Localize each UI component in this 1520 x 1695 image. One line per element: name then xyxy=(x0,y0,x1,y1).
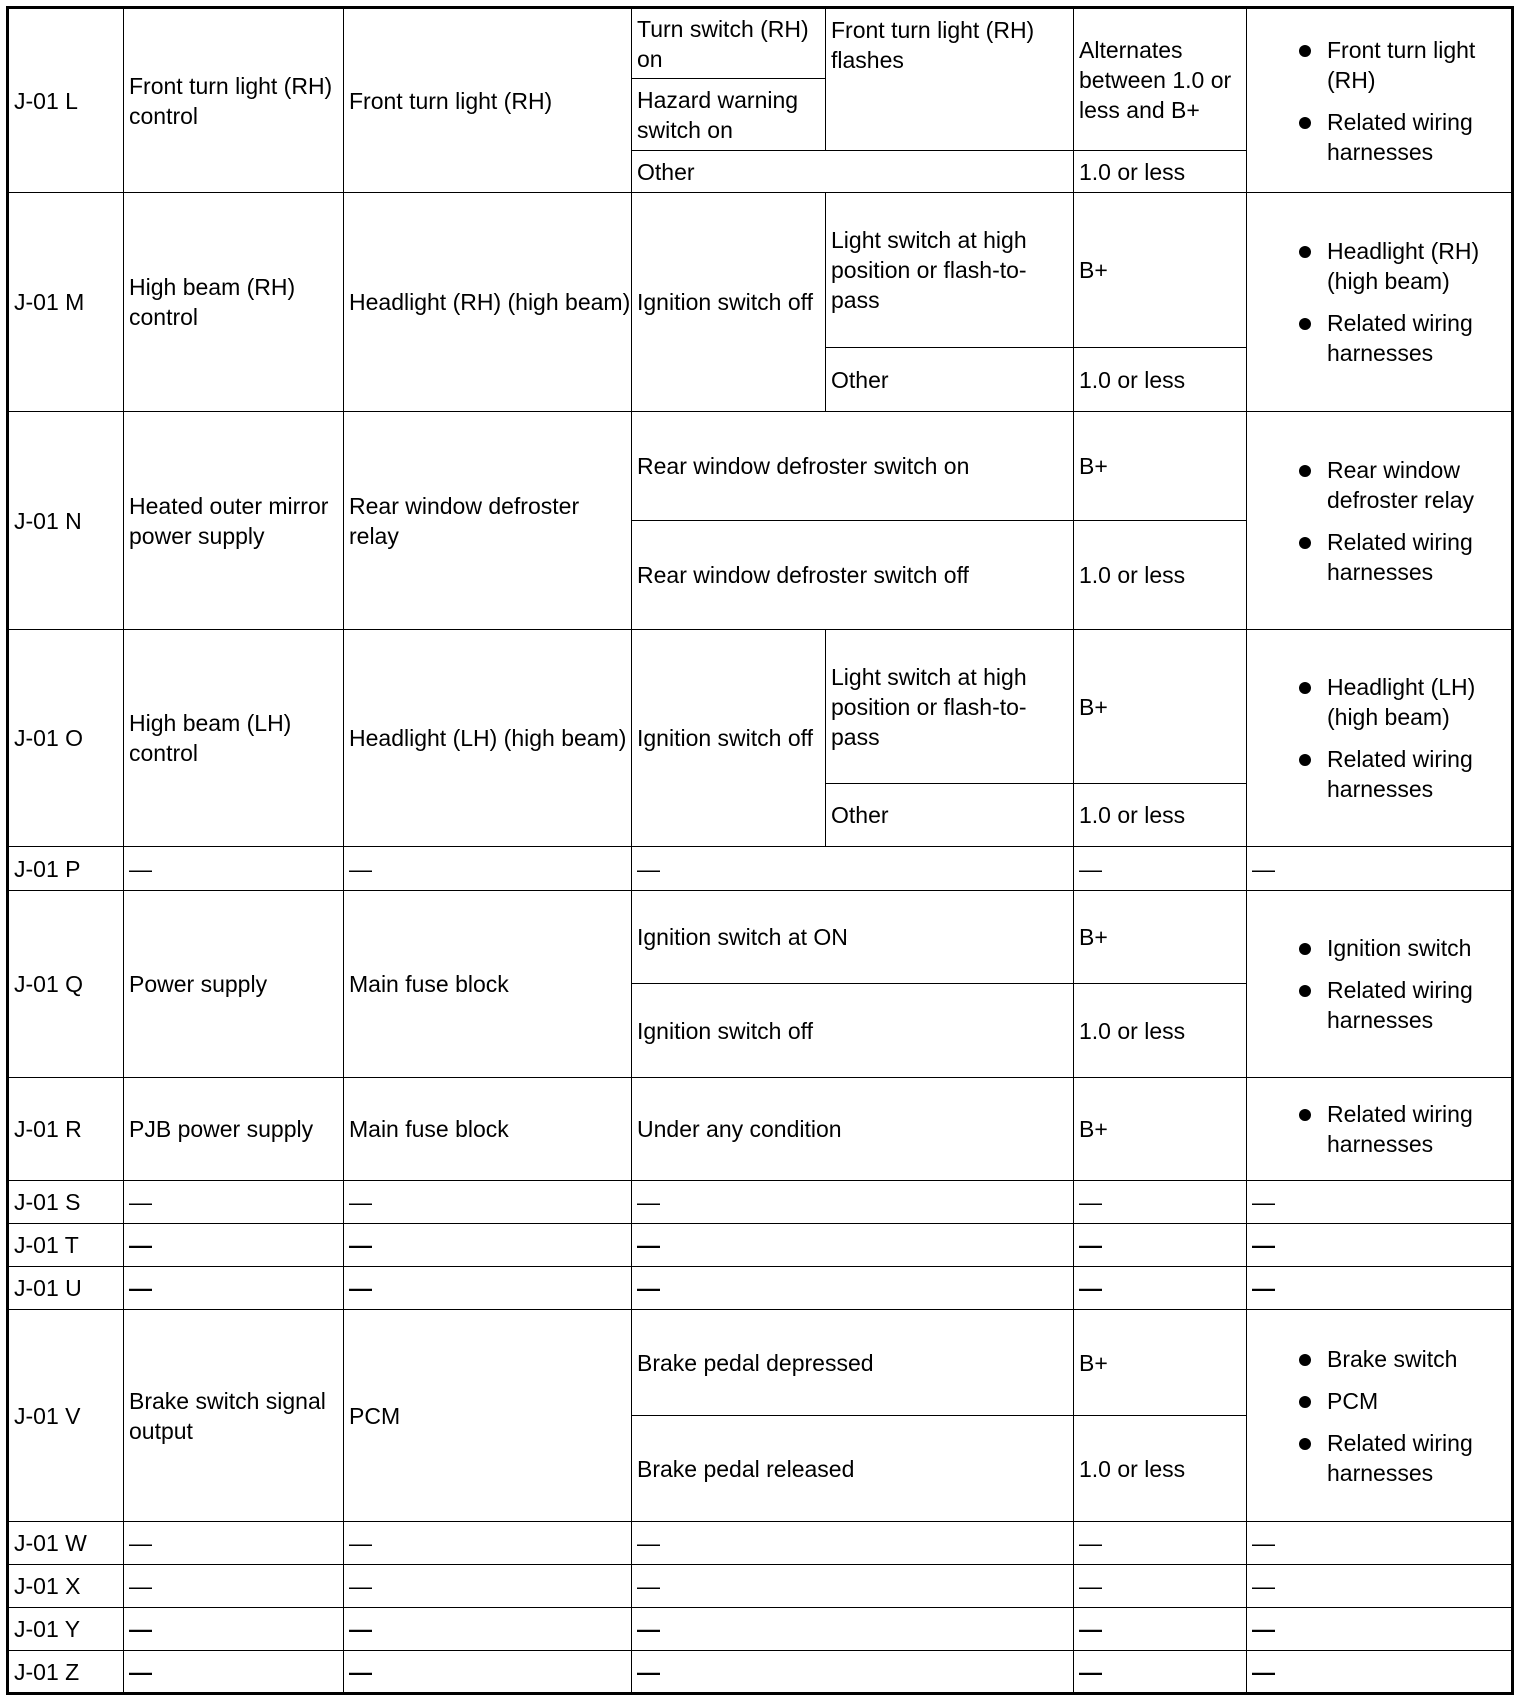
dash-cell: — xyxy=(344,1608,632,1651)
terminal-voltage-table xyxy=(6,6,1514,1695)
condition-cell: Brake pedal released xyxy=(632,1416,1074,1522)
condition-cell: Under any condition xyxy=(632,1078,1074,1181)
inspection-item-cell xyxy=(1247,193,1513,412)
connected-to-cell: PCM xyxy=(344,1310,632,1522)
dash-cell: — xyxy=(1074,1565,1247,1608)
terminal-cell: J-01 N xyxy=(8,412,124,630)
table-row xyxy=(8,1651,1513,1694)
dash-cell: — xyxy=(1247,847,1513,891)
table-row xyxy=(8,1565,1513,1608)
condition-cell: Brake pedal depressed xyxy=(632,1310,1074,1416)
inspection-list xyxy=(1252,1099,1511,1159)
voltage-cell: B+ xyxy=(1074,891,1247,984)
dash-cell: — xyxy=(632,1522,1074,1565)
inspection-item-cell xyxy=(1247,1078,1513,1181)
voltage-cell: B+ xyxy=(1074,412,1247,521)
dash-cell: — xyxy=(124,1522,344,1565)
condition-cell: Other xyxy=(826,348,1074,412)
dash-cell: — xyxy=(1074,1181,1247,1224)
list-item: Related wiring harnesses xyxy=(1252,1428,1511,1488)
connected-to-cell: Front turn light (RH) xyxy=(344,8,632,193)
dash-cell: — xyxy=(632,1651,1074,1694)
voltage-cell: B+ xyxy=(1074,193,1247,348)
inspection-item-cell xyxy=(1247,630,1513,847)
terminal-cell: J-01 O xyxy=(8,630,124,847)
terminal-cell: J-01 Y xyxy=(8,1608,124,1651)
dash-cell: — xyxy=(1247,1565,1513,1608)
inspection-item-cell xyxy=(1247,412,1513,630)
signal-name-cell: Brake switch signal output xyxy=(124,1310,344,1522)
table-row xyxy=(8,630,1513,784)
dash-cell: — xyxy=(1247,1224,1513,1267)
table-row xyxy=(8,847,1513,891)
dash-cell: — xyxy=(1074,1608,1247,1651)
list-item: Headlight (LH) (high beam) xyxy=(1252,672,1511,732)
table-row xyxy=(8,1078,1513,1181)
signal-name-cell: Heated outer mirror power supply xyxy=(124,412,344,630)
voltage-cell: B+ xyxy=(1074,1310,1247,1416)
inspection-list xyxy=(1252,672,1511,804)
terminal-cell: J-01 P xyxy=(8,847,124,891)
inspection-item-cell xyxy=(1247,1310,1513,1522)
dash-cell: — xyxy=(632,1608,1074,1651)
dash-cell: — xyxy=(124,1565,344,1608)
dash-cell: — xyxy=(344,1651,632,1694)
table-row xyxy=(8,1608,1513,1651)
dash-cell: — xyxy=(344,1565,632,1608)
dash-cell: — xyxy=(632,1267,1074,1310)
list-item: Front turn light (RH) xyxy=(1252,35,1511,95)
condition-cell: Light switch at high position or flash-to-pass xyxy=(826,193,1074,348)
list-item: Related wiring harnesses xyxy=(1252,975,1511,1035)
terminal-cell: J-01 Z xyxy=(8,1651,124,1694)
terminal-cell: J-01 L xyxy=(8,8,124,193)
table-row xyxy=(8,1522,1513,1565)
dash-cell: — xyxy=(1074,1651,1247,1694)
terminal-cell: J-01 U xyxy=(8,1267,124,1310)
voltage-cell: B+ xyxy=(1074,630,1247,784)
dash-cell: — xyxy=(344,1181,632,1224)
condition-cell: Turn switch (RH) on xyxy=(632,8,826,79)
inspection-list xyxy=(1252,1344,1511,1488)
dash-cell: — xyxy=(344,847,632,891)
table-row xyxy=(8,1181,1513,1224)
condition-state-cell: Front turn light (RH) flashes xyxy=(826,8,1074,151)
voltage-cell: 1.0 or less xyxy=(1074,984,1247,1078)
dash-cell: — xyxy=(344,1267,632,1310)
connected-to-cell: Rear window defroster relay xyxy=(344,412,632,630)
table-row xyxy=(8,412,1513,521)
condition-cell: Other xyxy=(826,784,1074,847)
inspection-list xyxy=(1252,455,1511,587)
connected-to-cell: Main fuse block xyxy=(344,1078,632,1181)
dash-cell: — xyxy=(1247,1181,1513,1224)
voltage-cell: 1.0 or less xyxy=(1074,1416,1247,1522)
signal-name-cell: High beam (LH) control xyxy=(124,630,344,847)
dash-cell: — xyxy=(1247,1267,1513,1310)
terminal-cell: J-01 W xyxy=(8,1522,124,1565)
terminal-cell: J-01 X xyxy=(8,1565,124,1608)
condition-cell: Light switch at high position or flash-to-pass xyxy=(826,630,1074,784)
condition-cell: Ignition switch off xyxy=(632,630,826,847)
dash-cell: — xyxy=(124,1267,344,1310)
voltage-cell: Alternates between 1.0 or less and B+ xyxy=(1074,8,1247,151)
connected-to-cell: Headlight (RH) (high beam) xyxy=(344,193,632,412)
terminal-cell: J-01 M xyxy=(8,193,124,412)
condition-cell: Rear window defroster switch on xyxy=(632,412,1074,521)
dash-cell: — xyxy=(1247,1522,1513,1565)
condition-cell: Ignition switch off xyxy=(632,984,1074,1078)
dash-cell: — xyxy=(1074,1267,1247,1310)
dash-cell: — xyxy=(632,1224,1074,1267)
voltage-cell: B+ xyxy=(1074,1078,1247,1181)
dash-cell: — xyxy=(344,1522,632,1565)
list-item: Ignition switch xyxy=(1252,933,1511,963)
signal-name-cell: Power supply xyxy=(124,891,344,1078)
table-row xyxy=(8,1310,1513,1416)
dash-cell: — xyxy=(1074,1224,1247,1267)
list-item: Headlight (RH) (high beam) xyxy=(1252,236,1511,296)
list-item: Rear window defroster relay xyxy=(1252,455,1511,515)
list-item: Related wiring harnesses xyxy=(1252,1099,1511,1159)
list-item: Related wiring harnesses xyxy=(1252,527,1511,587)
connected-to-cell: Main fuse block xyxy=(344,891,632,1078)
voltage-cell: 1.0 or less xyxy=(1074,521,1247,630)
terminal-cell: J-01 Q xyxy=(8,891,124,1078)
signal-name-cell: High beam (RH) control xyxy=(124,193,344,412)
list-item: PCM xyxy=(1252,1386,1511,1416)
condition-cell: Other xyxy=(632,151,1074,193)
dash-cell: — xyxy=(1074,847,1247,891)
dash-cell: — xyxy=(1074,1522,1247,1565)
condition-cell: Rear window defroster switch off xyxy=(632,521,1074,630)
dash-cell: — xyxy=(632,1565,1074,1608)
table-row xyxy=(8,1224,1513,1267)
table-row xyxy=(8,193,1513,348)
dash-cell: — xyxy=(124,1651,344,1694)
dash-cell: — xyxy=(124,1181,344,1224)
condition-cell: Hazard warning switch on xyxy=(632,79,826,151)
table-row xyxy=(8,8,1513,79)
terminal-cell: J-01 S xyxy=(8,1181,124,1224)
condition-cell: Ignition switch off xyxy=(632,193,826,412)
table-row xyxy=(8,1267,1513,1310)
list-item: Brake switch xyxy=(1252,1344,1511,1374)
dash-cell: — xyxy=(344,1224,632,1267)
dash-cell: — xyxy=(632,847,1074,891)
dash-cell: — xyxy=(1247,1651,1513,1694)
list-item: Related wiring harnesses xyxy=(1252,744,1511,804)
dash-cell: — xyxy=(1247,1608,1513,1651)
terminal-cell: J-01 R xyxy=(8,1078,124,1181)
list-item: Related wiring harnesses xyxy=(1252,107,1511,167)
signal-name-cell: Front turn light (RH) control xyxy=(124,8,344,193)
inspection-item-cell xyxy=(1247,8,1513,193)
terminal-cell: J-01 T xyxy=(8,1224,124,1267)
dash-cell: — xyxy=(124,1224,344,1267)
inspection-list xyxy=(1252,933,1511,1035)
dash-cell: — xyxy=(124,847,344,891)
voltage-cell: 1.0 or less xyxy=(1074,348,1247,412)
connected-to-cell: Headlight (LH) (high beam) xyxy=(344,630,632,847)
inspection-list xyxy=(1252,236,1511,368)
condition-cell: Ignition switch at ON xyxy=(632,891,1074,984)
table-row xyxy=(8,891,1513,984)
list-item: Related wiring harnesses xyxy=(1252,308,1511,368)
dash-cell: — xyxy=(632,1181,1074,1224)
voltage-cell: 1.0 or less xyxy=(1074,151,1247,193)
voltage-cell: 1.0 or less xyxy=(1074,784,1247,847)
signal-name-cell: PJB power supply xyxy=(124,1078,344,1181)
inspection-list xyxy=(1252,35,1511,167)
dash-cell: — xyxy=(124,1608,344,1651)
terminal-cell: J-01 V xyxy=(8,1310,124,1522)
inspection-item-cell xyxy=(1247,891,1513,1078)
